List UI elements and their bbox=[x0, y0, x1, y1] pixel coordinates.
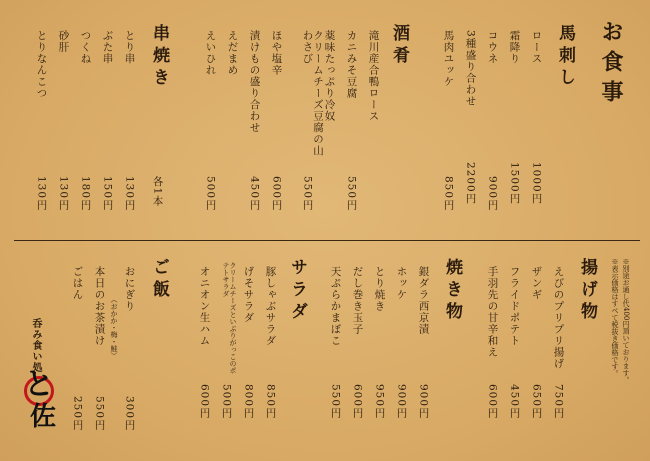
sakana-item-price: 600円 bbox=[270, 176, 283, 211]
salad-item-name: クリームチーズといぶりがっこのポテトサラダ bbox=[222, 262, 237, 374]
kushiyaki-item-price: 130円 bbox=[123, 176, 136, 211]
yakimono-item-name: 銀ダラ西京漬 bbox=[417, 266, 430, 335]
basashi-item-price: 850円 bbox=[442, 176, 455, 211]
yakimono-item-price: 900円 bbox=[395, 384, 408, 419]
agemono-item-price: 750円 bbox=[552, 384, 565, 419]
yakimono-item-price: 900円 bbox=[417, 384, 430, 419]
basashi-item-name: コウネ bbox=[486, 30, 499, 65]
kushiyaki-item-price: 130円 bbox=[35, 176, 48, 211]
shop-logo bbox=[16, 367, 66, 438]
kushiyaki-item-name: ぶた串 bbox=[101, 30, 114, 65]
basashi-title: 馬刺し bbox=[555, 24, 575, 90]
sakana-item-name: クリームチーズ豆腐の山わさび bbox=[301, 30, 324, 157]
yakimono-item-name: だし巻き玉子 bbox=[351, 266, 364, 335]
basashi-item-price: 900円 bbox=[486, 176, 499, 211]
section-divider bbox=[14, 240, 640, 241]
gohan-item-name: おにぎり bbox=[123, 266, 136, 312]
salad-title: サラダ bbox=[287, 258, 307, 324]
sakana-item-name: 滝川産合鴨ロース bbox=[367, 30, 380, 122]
kushiyaki-item-name: つくね bbox=[79, 30, 92, 65]
kushiyaki-each-label: 各1本 bbox=[151, 176, 164, 207]
sakana-item-price: 450円 bbox=[248, 176, 261, 211]
note-line: ※別途お通し代400円頂いております。 bbox=[622, 258, 630, 384]
agemono-title: 揚げ物 bbox=[577, 258, 597, 324]
gohan-item-name: ごはん bbox=[71, 266, 84, 301]
agemono-item-price: 650円 bbox=[530, 384, 543, 419]
salad-item-price: 850円 bbox=[264, 384, 277, 419]
agemono-item-price: 600円 bbox=[486, 384, 499, 419]
basashi-item-name: 3種盛り合わせ bbox=[464, 30, 477, 107]
sakana-item-price: 550円 bbox=[301, 176, 314, 211]
gohan-item-price: 300円 bbox=[123, 396, 136, 431]
kushiyaki-item-name: とりなんこつ bbox=[35, 30, 48, 99]
agemono-item-name: 手羽先の甘辛和え bbox=[486, 266, 499, 358]
shop-label: 呑み食い処 bbox=[30, 318, 41, 373]
main-title: お食事 bbox=[598, 20, 624, 110]
yakimono-item-name: ホッケ bbox=[395, 266, 408, 301]
yakimono-item-price: 600円 bbox=[351, 384, 364, 419]
agemono-item-name: えびのプリプリ揚げ bbox=[552, 266, 565, 370]
kushiyaki-title: 串焼き bbox=[149, 24, 169, 90]
salad-item-name: オニオン生ハム bbox=[198, 266, 211, 347]
yakimono-title: 焼き物 bbox=[442, 258, 462, 324]
basashi-item-price: 1000円 bbox=[530, 162, 543, 205]
sakana-title: 酒肴 bbox=[389, 24, 409, 68]
basashi-item-name: 馬肉ユッケ bbox=[442, 30, 455, 88]
sakana-item-price: 550円 bbox=[345, 176, 358, 211]
salad-item-price: 500円 bbox=[220, 384, 233, 419]
yakimono-item-name: 天ぷらかまぼこ bbox=[329, 266, 342, 347]
sakana-item-name: 薬味たっぷり冷奴 bbox=[323, 30, 336, 122]
agemono-item-name: ザンギ bbox=[530, 266, 543, 301]
kushiyaki-item-name: とり串 bbox=[123, 30, 136, 65]
note-line: ※表示価格はすべて税抜き価格です。 bbox=[611, 258, 619, 377]
kushiyaki-item-price: 180円 bbox=[79, 176, 92, 211]
yakimono-item-price: 950円 bbox=[373, 384, 386, 419]
salad-item-name: げそサラダ bbox=[242, 266, 255, 324]
gohan-item-price: 550円 bbox=[93, 396, 106, 431]
gohan-item-sub: （おかか・梅・鮭） bbox=[110, 296, 118, 359]
basashi-item-price: 1500円 bbox=[508, 162, 521, 205]
sakana-item-name: えいひれ bbox=[204, 30, 217, 76]
basashi-item-price: 2200円 bbox=[464, 162, 477, 205]
sakana-item-name: えだまめ bbox=[226, 30, 239, 76]
logo-char: と bbox=[24, 367, 54, 402]
salad-item-price: 800円 bbox=[242, 384, 255, 419]
basashi-item-name: 霜降り bbox=[508, 30, 521, 65]
kushiyaki-item-price: 150円 bbox=[101, 176, 114, 211]
logo-char: 佐 bbox=[30, 402, 57, 432]
sakana-item-name: 漬けもの盛り合わせ bbox=[248, 30, 261, 134]
basashi-item-name: ロース bbox=[530, 30, 543, 65]
agemono-item-name: フライドポテト bbox=[508, 266, 521, 347]
salad-item-price: 600円 bbox=[198, 384, 211, 419]
yakimono-item-price: 550円 bbox=[329, 384, 342, 419]
sakana-item-name: カニみそ豆腐 bbox=[345, 30, 358, 99]
sakana-item-name: ほや塩辛 bbox=[270, 30, 283, 76]
yakimono-item-name: とり焼き bbox=[373, 266, 386, 312]
gohan-item-name: 本日のお茶漬け bbox=[93, 266, 106, 347]
gohan-title: ご飯 bbox=[149, 258, 169, 302]
sakana-item-price: 500円 bbox=[204, 176, 217, 211]
salad-item-name: 豚しゃぶサラダ bbox=[264, 266, 277, 347]
kushiyaki-item-name: 砂肝 bbox=[57, 30, 70, 53]
kushiyaki-item-price: 130円 bbox=[57, 176, 70, 211]
agemono-item-price: 450円 bbox=[508, 384, 521, 419]
gohan-item-price: 250円 bbox=[71, 396, 84, 431]
